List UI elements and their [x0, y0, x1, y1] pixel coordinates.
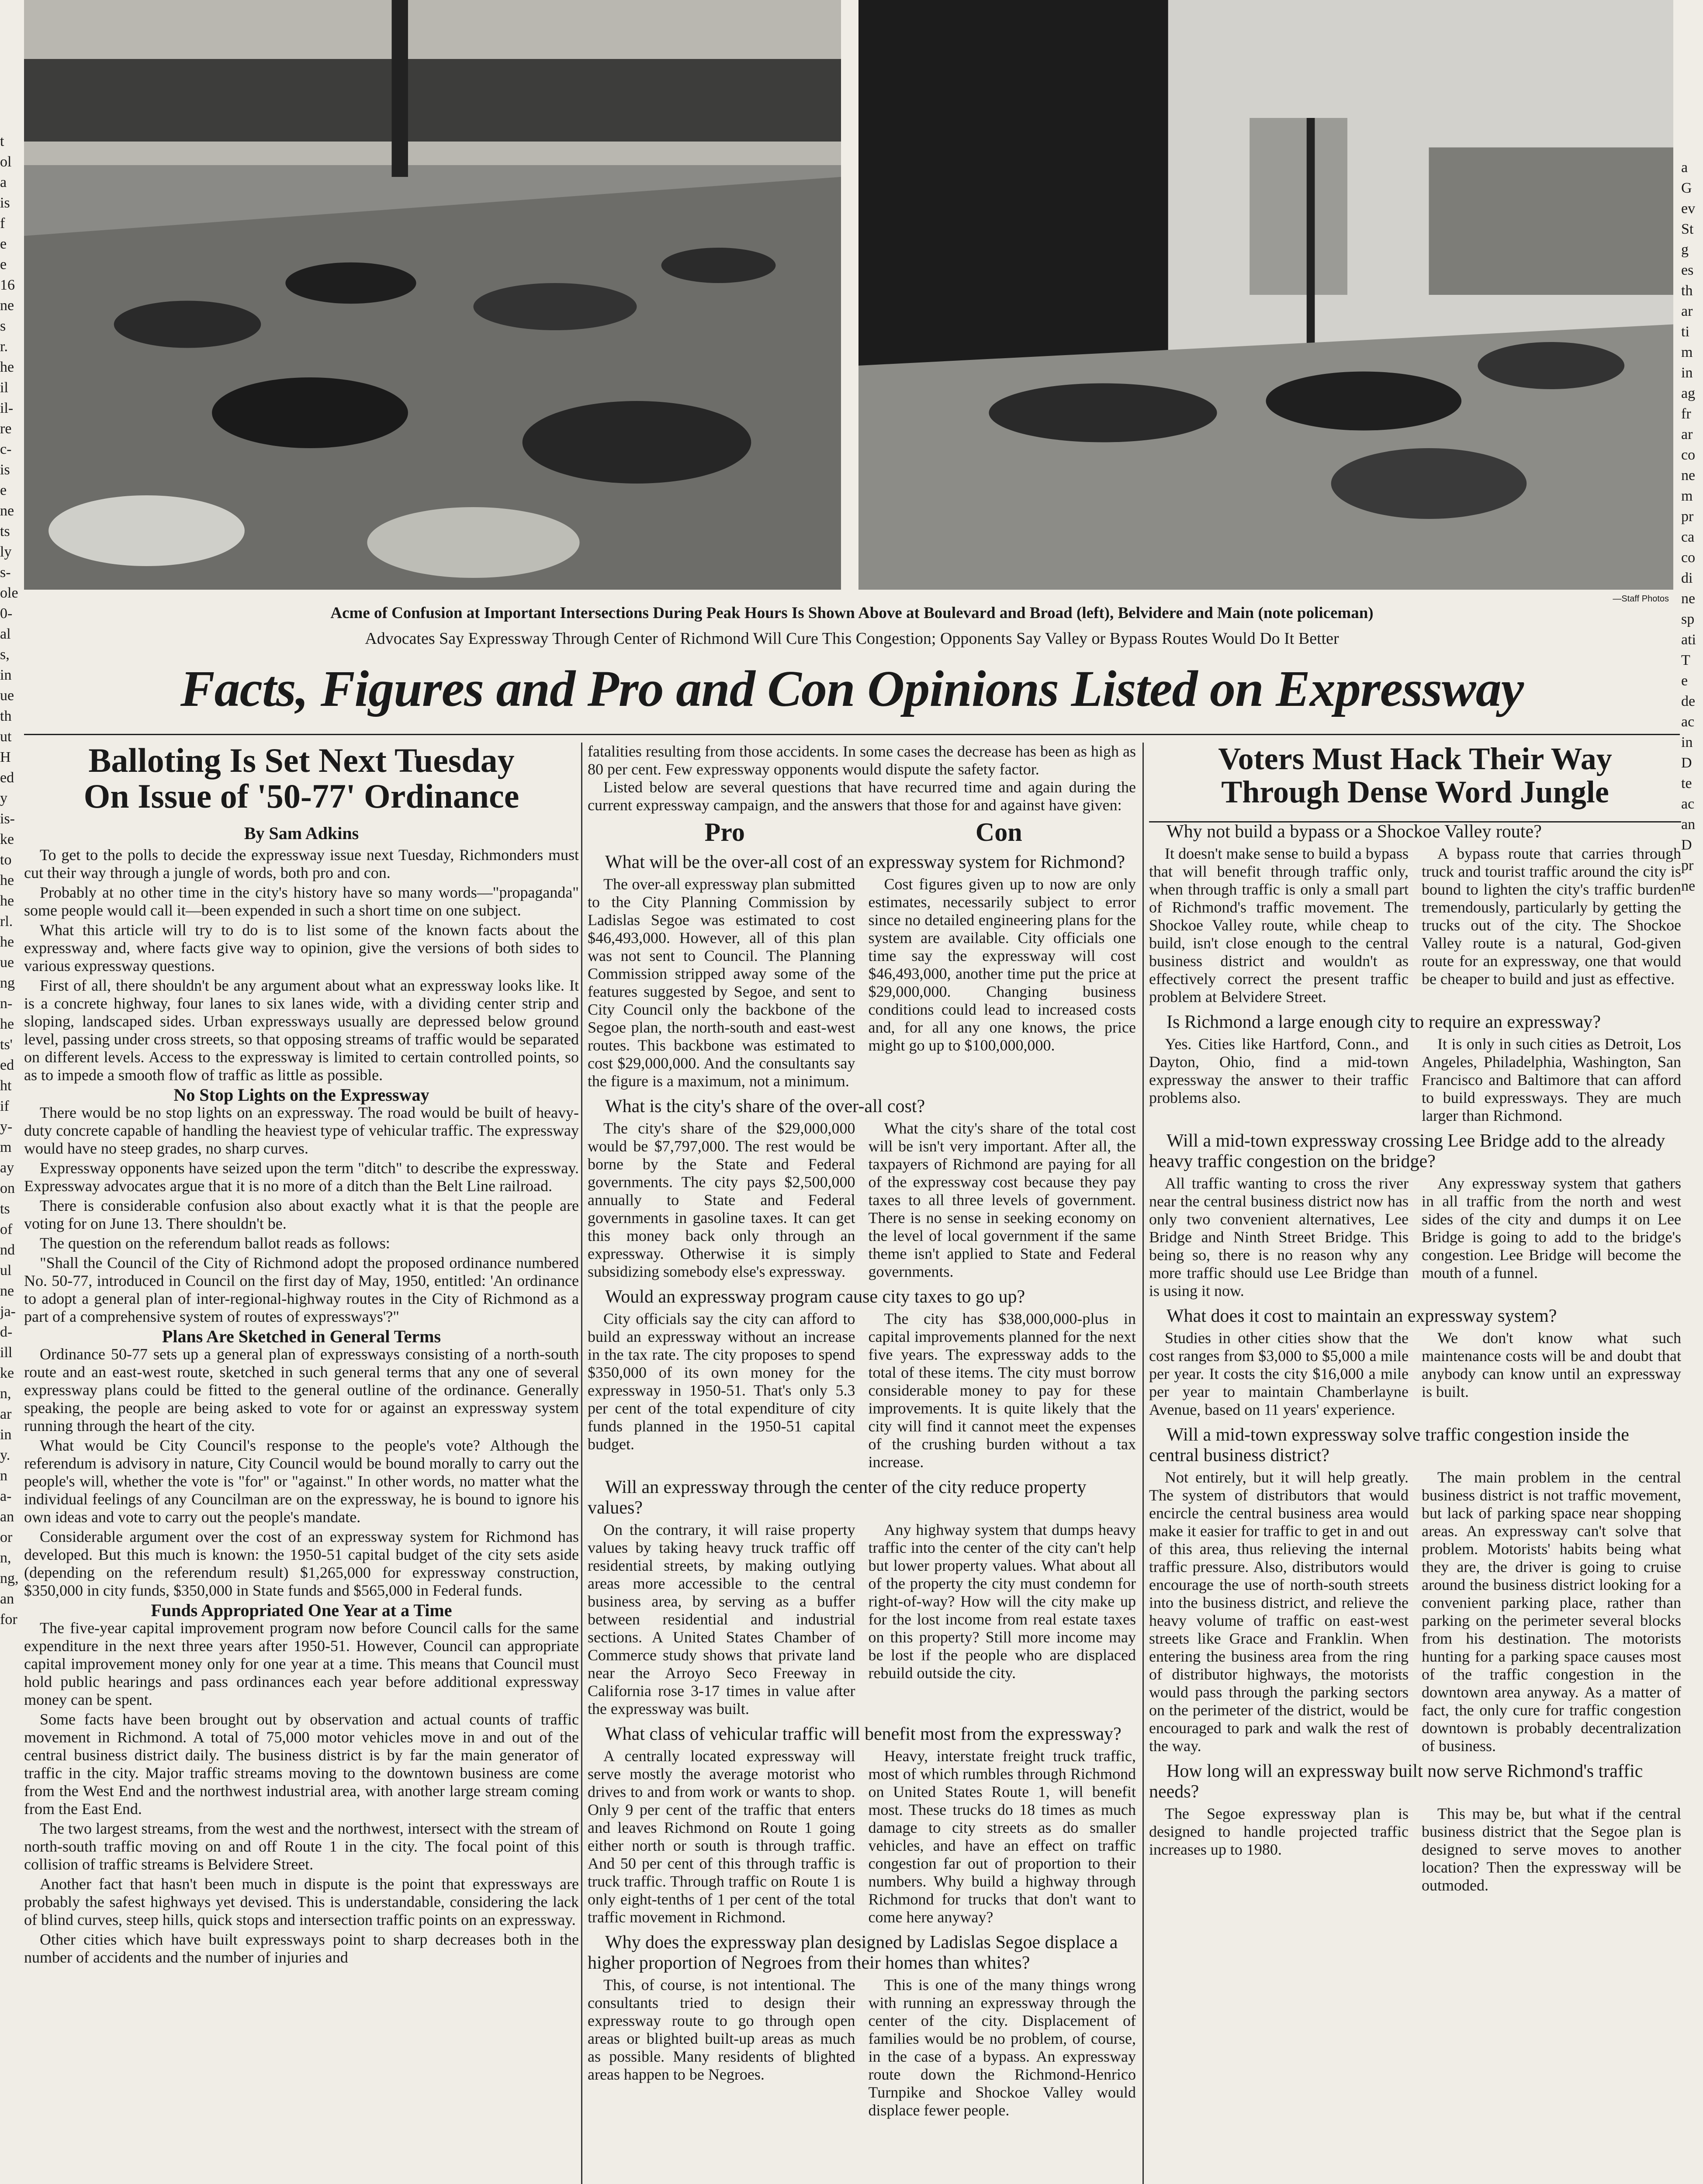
paragraph: "Shall the Council of the City of Richmond adopt the proposed ordinance numbered No. 50-77, introduced in Council on the first day of May, 1950, entitled: 'An ordinance to adopt a general plan of inter-regional-highway routes in the City of Richmond as a part of a comprehensive system of routes of expressways'?": [24, 1254, 579, 1325]
strip-fragment: ne: [1681, 591, 1696, 607]
con-answer: This is one of the many things wrong with running an expressway through the center of the city. Displacement of families would be no problem, of course, in the case of a bypass. An expressway route down the Richmond-Henrico Turnpike and Shockoe Valley would displace fewer people.: [868, 1976, 1136, 2119]
strip-fragment: to: [0, 852, 12, 868]
strip-fragment: ac: [1681, 796, 1695, 812]
strip-fragment: n,: [0, 1550, 11, 1566]
strip-fragment: m: [0, 1139, 12, 1155]
qa-answers: [1149, 1175, 1681, 1300]
strip-fragment: il-: [0, 400, 14, 416]
strip-fragment: a: [1681, 159, 1688, 176]
paragraph: There is considerable confusion also about exactly what it is that the people are voting for on June 13. There shouldn't be.: [24, 1196, 579, 1232]
strip-fragment: ng,: [0, 1570, 19, 1586]
strip-fragment: ati: [1681, 632, 1696, 648]
strip-fragment: he: [0, 893, 14, 909]
strip-fragment: f: [0, 215, 5, 232]
strip-fragment: ke: [0, 831, 14, 847]
strip-fragment: ay: [0, 1160, 14, 1176]
intro-text: Listed below are several questions that have recurred time and again during the current expressway campaign, and the answers that those for and against have given:: [588, 778, 1136, 814]
continuation-text: fatalities resulting from those accidents. In some cases the decrease has been as high as 80 per cent. Few expressway opponents would dispute the safety factor.: [588, 743, 1136, 778]
pro-con-section: [588, 743, 1136, 2184]
pro-answer: Studies in other cities show that the cost ranges from $3,000 to $5,000 a mile per year. It costs the city $16,000 a mile per year to maintain Chamberlayne Avenue, based on 11 years' experience.: [1149, 1329, 1409, 1419]
photo-caption-line-2: Advocates Say Expressway Through Center of Richmond Will Cure This Congestion; Opponents Say Valley or Bypass Routes Would Do It Better: [365, 629, 1339, 648]
strip-fragment: di: [1681, 570, 1693, 586]
strip-fragment: he: [0, 1016, 14, 1032]
strip-fragment: il: [0, 380, 8, 396]
strip-fragment: H: [0, 749, 11, 765]
strip-fragment: pr: [1681, 508, 1694, 525]
photo-belvidere-and-main: [858, 0, 1673, 590]
qa-block: [588, 1724, 1136, 1926]
strip-fragment: co: [1681, 447, 1696, 463]
qa-question: Why does the expressway plan designed by Ladislas Segoe displace a higher proportion of Negroes from their homes than whites?: [588, 1932, 1118, 1973]
con-answer: What the city's share of the total cost will be isn't very important. After all, the taxpayers of Richmond are paying for all of the expressway cost because they pay taxes to all three levels of government. There is no sense in seeking economy on the level of local government if the same theme isn't applied to State and Federal governments.: [868, 1120, 1136, 1280]
con-answer: It is only in such cities as Detroit, Los Angeles, Philadelphia, Washington, San Francisco and Baltimore that can afford to build expressways. They are much larger than Richmond.: [1422, 1035, 1681, 1125]
strip-fragment: ca: [1681, 529, 1695, 545]
strip-fragment: he: [0, 872, 14, 888]
strip-fragment: g: [1681, 242, 1689, 258]
strip-fragment: th: [1681, 283, 1693, 299]
strip-fragment: ly: [0, 544, 12, 560]
strip-fragment: t: [0, 133, 4, 149]
strip-fragment: he: [0, 934, 14, 950]
con-answer: The city has $38,000,000-plus in capital improvements planned for the next five years. The expressway adds to the total of these items. The city must borrow considerable money to pay for these improvements. It is quite likely that the city will find it cannot meet the expenses of the crushing burden without a tax increase.: [868, 1310, 1136, 1471]
strip-fragment: a: [0, 174, 7, 190]
strip-fragment: e: [0, 256, 7, 273]
strip-fragment: St: [1681, 221, 1694, 237]
strip-fragment: on: [0, 1180, 15, 1196]
strip-fragment: e: [0, 482, 7, 498]
divider-mid-right: [1142, 743, 1144, 2184]
strip-fragment: y.: [0, 1447, 10, 1463]
qa-answers: [1149, 1469, 1681, 1755]
pro-answer: The over-all expressway plan submitted to the City Planning Commission by Ladislas Segoe was estimated to cost $46,493,000. However, all of this plan was not sent to Council. The Planning Commission stripped away some of the features suggested by Segoe, and sent to City Council only the backbone of the Segoe plan, the north-south and east-west routes. This backbone was estimated to cost $29,000,000. And the consultants say the figure is a maximum, not a minimum.: [588, 875, 855, 1090]
qa-block: [588, 1096, 1136, 1281]
strip-fragment: d-: [0, 1324, 13, 1340]
strip-fragment: ac: [1681, 714, 1695, 730]
strip-fragment: n: [0, 1468, 7, 1484]
strip-fragment: de: [1681, 693, 1696, 709]
strip-fragment: e: [1681, 673, 1688, 689]
street-photo-right: [858, 0, 1673, 590]
strip-fragment: G: [1681, 180, 1692, 196]
strip-fragment: ev: [1681, 200, 1696, 217]
byline: By Sam Adkins: [244, 823, 359, 843]
strip-fragment: of: [0, 1221, 13, 1237]
right-strip-fragments: [1681, 0, 1703, 896]
con-label: Con: [975, 818, 1022, 847]
strip-fragment: an: [1681, 816, 1696, 833]
qa-question: What class of vehicular traffic will benefit most from the expressway?: [605, 1724, 1121, 1744]
strip-fragment: for: [0, 1611, 17, 1628]
photo-boulevard-and-broad: [24, 0, 841, 590]
pro-answer: A centrally located expressway will serve mostly the average motorist who drives to and from work or wants to shop. Only 9 per cent of the traffic that enters and leaves Richmond on Route 1 going either north or south is through traffic. And 50 per cent of this through traffic is truck traffic. Through traffic on Route 1 is only eight-tenths of 1 per cent of the total traffic movement in Richmond.: [588, 1747, 855, 1926]
strip-fragment: ja-: [0, 1303, 16, 1320]
paragraph: Another fact that hasn't been much in dispute is the point that expressways are probably the safest highways yet devised. This is understandable, considering the lack of blind curves, steep hills, quick stops and intersection traffic points on an expressway.: [24, 1875, 579, 1928]
strip-fragment: ar: [1681, 303, 1693, 319]
qa-answers: [588, 1521, 1136, 1718]
strip-fragment: n-: [0, 995, 13, 1012]
strip-fragment: D: [1681, 755, 1692, 771]
qa-question: Will a mid-town expressway crossing Lee Bridge add to the already heavy traffic congestion on the bridge?: [1149, 1131, 1665, 1172]
left-article-headline-1: Balloting Is Set Next Tuesday: [88, 741, 515, 779]
pro-answer: The Segoe expressway plan is designed to handle projected traffic increases up to 1980.: [1149, 1805, 1409, 1859]
paragraph: Probably at no other time in the city's history have so many words—"propaganda" some people would call it—been expended in such a short time on one subject.: [24, 883, 579, 919]
strip-fragment: ed: [0, 1057, 14, 1073]
qa-answers: [588, 1310, 1136, 1471]
qa-question: Would an expressway program cause city taxes to go up?: [605, 1287, 1025, 1307]
strip-fragment: ole: [0, 585, 18, 601]
paragraph: Considerable argument over the cost of an expressway system for Richmond has developed. But this much is known: the 1950-51 capital budget of the city sets aside (depending on the referendum result) $1,265,000 for expressway construction, $350,000 in city funds, $350,000 in State funds and $565,000 in Federal funds.: [24, 1527, 579, 1599]
pro-label: Pro: [704, 818, 745, 847]
pro-answer: Not entirely, but it will help greatly. The system of distributors that would encircle the central business area would make it easier for traffic to get in and out of this area, thus relieving the internal traffic pressure. Also, distributors would encourage the use of north-south streets into the business district, and relieve the heavy volume of traffic on east-west streets like Grace and Franklin. When entering the business area from the ring of distributor highways, the motorists would pass through the parking sectors on the perimeter of the district, would be encouraged to park and walk the rest of the way.: [1149, 1469, 1409, 1755]
strip-fragment: ne: [1681, 878, 1696, 894]
strip-fragment: in: [0, 667, 12, 683]
strip-fragment: ill: [0, 1344, 13, 1361]
qa-answers: [588, 875, 1136, 1090]
right-article: [1149, 743, 1681, 2184]
paragraph: Other cities which have built expressways point to sharp decreases both in the number of accidents and the number of injuries and: [24, 1930, 579, 1966]
qa-block: [588, 1932, 1136, 2119]
strip-fragment: sp: [1681, 611, 1695, 627]
strip-fragment: y: [0, 790, 7, 806]
left-article-body: [24, 846, 579, 1968]
paragraph: To get to the polls to decide the expressway issue next Tuesday, Richmonders must cut their way through a jungle of words, both pro and con.: [24, 846, 579, 881]
strip-fragment: ue: [0, 688, 14, 704]
strip-fragment: or: [0, 1529, 13, 1545]
pro-answer: Yes. Cities like Hartford, Conn., and Dayton, Ohio, find a mid-town expressway the answer to their traffic problems also.: [1149, 1035, 1409, 1107]
strip-fragment: s: [0, 318, 6, 334]
con-answer: Any highway system that dumps heavy traffic into the center of the city can't help but lower property values. What about all of the property the city must condemn for right-of-way? How will the city make up for the lost income from real estate taxes on this property? Still more income may be lost if the people who are displaced rebuild outside the city.: [868, 1521, 1136, 1682]
strip-fragment: th: [0, 708, 12, 724]
pro-answer: This, of course, is not intentional. The consultants tried to design their expressway route to go through open areas or blighted built-up areas as much as possible. Many residents of blighted areas happen to be Negroes.: [588, 1976, 855, 2083]
subhead-plans-sketched: Plans Are Sketched in General Terms: [162, 1326, 441, 1346]
paragraph: The question on the referendum ballot reads as follows:: [40, 1234, 390, 1252]
strip-fragment: r.: [0, 339, 8, 355]
pro-con-labels: [588, 814, 1136, 846]
strip-fragment: if: [0, 1098, 9, 1114]
con-answer: Cost figures given up to now are only estimates, necessarily subject to error since no detailed engineering plans for the system are available. City officials one time say the expressway will cost $46,493,000, another time put the price at $29,000,000. Changing business conditions could lead to increased costs and, for all any one knows, the price might go up to $100,000,000.: [868, 875, 1136, 1054]
qa-question: Is Richmond a large enough city to require an expressway?: [1166, 1012, 1601, 1033]
strip-fragment: ue: [0, 954, 14, 971]
left-article: [24, 743, 579, 2184]
qa-question: What is the city's share of the over-all cost?: [605, 1096, 925, 1116]
paragraph: Ordinance 50-77 sets up a general plan of expressways consisting of a north-south route and an east-west route, sketched in such general terms that any one of several expressway plans could be fitted to the general outline of the ordinance. Generally speaking, the people are being asked to vote for or against an expressway system running through the heart of the city.: [24, 1345, 579, 1434]
strip-fragment: D: [1681, 837, 1692, 853]
paragraph: What would be City Council's response to the people's vote? Although the referendum is advisory in nature, City Council would be bound morally to carry out the people's will, whether the vote is "for" or "against." In other words, no matter what the individual feelings of any Councilman are on the expressway, he is bound to ignore his own ideas and vote to carry out the people's mandate.: [24, 1436, 579, 1526]
pro-con-question-list: [588, 852, 1136, 2119]
strip-fragment: ne: [0, 503, 14, 519]
strip-fragment: ne: [0, 297, 14, 314]
left-article-headline-2: On Issue of '50-77' Ordinance: [83, 777, 519, 815]
photo-credit-top: —Staff Photos: [1613, 594, 1669, 604]
con-answer: This may be, but what if the central business district that the Segoe plan is designed to serve moves to another location? Then the expressway will be outmoded.: [1422, 1805, 1681, 1894]
strip-fragment: an: [0, 1509, 14, 1525]
left-body-part-2: [24, 1104, 579, 1326]
right-article-headline-1: Voters Must Hack Their Way: [1218, 743, 1612, 776]
pro-answer: City officials say the city can afford to build an expressway without an increase in the tax rate. The city proposes to spend $350,000 of its own money for the expressway in 1950-51. That's only 5.3 per cent of the total expenditure of city funds planned in the 1950-51 capital budget.: [588, 1310, 855, 1453]
strip-fragment: ed: [0, 770, 14, 786]
qa-block: [1149, 1761, 1681, 1894]
strip-fragment: m: [1681, 488, 1693, 504]
strip-fragment: is-: [0, 811, 15, 827]
strip-fragment: ti: [1681, 324, 1689, 340]
paragraph: What this article will try to do is to list some of the known facts about the expressway and, where facts give way to opinion, give the versions of both sides to various expressway questions.: [24, 921, 579, 975]
paragraph: There would be no stop lights on an expressway. The road would be built of heavy-duty concrete capable of handling the heaviest type of vehicular traffic. The expressway would have no steep grades, no sharp curves.: [24, 1103, 579, 1157]
strip-fragment: m: [1681, 344, 1693, 360]
pro-answer: It doesn't make sense to build a bypass that will benefit through traffic only, when through traffic is only a small part of Richmond's traffic movement. The Shockoe Valley route, while cheap to build, isn't close enough to the central business district and wouldn't as effectively correct the present traffic problem at Belvidere Street.: [1149, 845, 1409, 1006]
pro-answer: All traffic wanting to cross the river near the central business district now has only two convenient alternatives, Lee Bridge and Ninth Street Bridge. This being so, there is no reason why any more traffic should use Lee Bridge than is using it now.: [1149, 1175, 1409, 1300]
paragraph: Some facts have been brought out by observation and actual counts of traffic movement in Richmond. A total of 75,000 motor vehicles move in and out of the central business district daily. The business district is by far the main generator of traffic in the city. Major traffic streams moving to the downtown business are come from the West End and the northwest industrial area, with another large stream coming from the East End.: [24, 1710, 579, 1818]
strip-fragment: ng: [0, 975, 15, 991]
pro-answer: The city's share of the $29,000,000 would be $7,797,000. The rest would be borne by the State and Federal governments. The city pays $2,500,000 annually to State and Federal governments in gasoline taxes. It can get this money back only through an expressway. Otherwise it is simply subsidizing somebody else's expressway.: [588, 1120, 855, 1280]
strip-fragment: ts: [0, 1201, 10, 1217]
qa-answers: [1149, 845, 1681, 1006]
strip-fragment: al: [0, 626, 11, 642]
right-question-list: [1149, 822, 1681, 1894]
qa-question: Will an expressway through the center of the city reduce property values?: [588, 1477, 1087, 1518]
strip-fragment: is: [0, 462, 10, 478]
con-answer: Any expressway system that gathers in all traffic from the north and west sides of the city and dumps it on Lee Bridge is going to add to the bridge's congestion. Lee Bridge will become the mouth of a funnel.: [1422, 1175, 1681, 1282]
qa-question: What will be the over-all cost of an expressway system for Richmond?: [605, 852, 1125, 872]
strip-fragment: es: [1681, 262, 1694, 278]
strip-fragment: 16: [0, 277, 15, 293]
con-answer: Heavy, interstate freight truck traffic, most of which rumbles through Richmond on United States Route 1, will benefit most. These trucks do 18 times as much damage to city streets as do smaller vehicles, and have an effect on traffic congestion far out of proportion to their numbers. Why build a highway through Richmond for trucks that don't want to come here anyway?: [868, 1747, 1136, 1926]
strip-fragment: ul: [0, 1262, 12, 1279]
qa-answers: [588, 1747, 1136, 1926]
strip-fragment: ol: [0, 154, 12, 170]
strip-fragment: re: [0, 421, 12, 437]
strip-fragment: pr: [1681, 857, 1694, 874]
strip-fragment: a-: [0, 1488, 12, 1504]
strip-fragment: ar: [0, 1406, 12, 1422]
right-edge-strip: [1681, 0, 1703, 894]
left-edge-strip: [0, 131, 21, 1966]
strip-fragment: in: [1681, 734, 1693, 750]
strip-fragment: s-: [0, 564, 11, 581]
qa-answers: [1149, 1805, 1681, 1894]
qa-answers: [588, 1976, 1136, 2119]
strip-fragment: y-: [0, 1119, 13, 1135]
qa-question: Why not build a bypass or a Shockoe Valley route?: [1166, 822, 1542, 842]
qa-block: [588, 1287, 1136, 1471]
left-strip-fragments: [0, 131, 21, 1630]
strip-fragment: ne: [1681, 467, 1696, 484]
street-photo-left: [24, 0, 841, 590]
paragraph: Expressway opponents have seized upon the term "ditch" to describe the expressway. Expressway advocates argue that it is no more of a ditch than the Belt Line railroad.: [24, 1159, 579, 1195]
left-body-part-1: [24, 846, 579, 1084]
strip-fragment: rl.: [0, 913, 13, 930]
banner-rule: [24, 734, 1680, 735]
strip-fragment: ag: [1681, 385, 1696, 401]
qa-answers: [1149, 1329, 1681, 1419]
strip-fragment: n,: [0, 1386, 11, 1402]
qa-block: [1149, 822, 1681, 1006]
left-body-part-3: [24, 1345, 579, 1600]
strip-fragment: s,: [0, 646, 10, 663]
divider-left-mid: [581, 743, 582, 2184]
strip-fragment: in: [1681, 365, 1693, 381]
qa-block: [1149, 1425, 1681, 1755]
qa-question: How long will an expressway built now serve Richmond's traffic needs?: [1149, 1761, 1643, 1802]
paragraph: First of all, there shouldn't be any argument about what an expressway looks like. It is a concrete highway, four lanes to six lanes wide, with a dividing center strip and sloping, landscaped sides. Urban expressways usually are depressed below ground level, passing under cross streets, so that opposing streams of traffic would be separated on different levels. Access to the expressway is limited to certain controlled points, so as to impede a smooth flow of traffic as little as possible.: [24, 976, 579, 1084]
strip-fragment: e: [0, 236, 7, 252]
strip-fragment: ts': [0, 1037, 13, 1053]
subhead-no-stop-lights: No Stop Lights on the Expressway: [173, 1085, 429, 1105]
strip-fragment: T: [1681, 652, 1690, 668]
paragraph: The five-year capital improvement program now before Council calls for the same expenditure in the next three years after 1950-51. However, Council can appropriate capital improvement money only for one year at a time. This means that Council must hold public hearings and pass ordinances each year before additional expressway money can be spent.: [24, 1619, 579, 1708]
right-article-headline-2: Through Dense Word Jungle: [1221, 774, 1609, 809]
strip-fragment: in: [0, 1427, 12, 1443]
pro-answer: On the contrary, it will raise property values by taking heavy truck traffic off residential streets, by making outlying areas more accessible to the central business area, by serving as a buffer between residential and industrial sections. A United States Chamber of Commerce study shows that private land near the Arroyo Seco Freeway in California rose 3-17 times in value after the expressway was built.: [588, 1521, 855, 1717]
con-answer: We don't know what such maintenance costs will be and doubt that anybody can know until an expressway is built.: [1422, 1329, 1681, 1401]
strip-fragment: ts: [0, 523, 10, 539]
qa-answers: [588, 1120, 1136, 1281]
strip-fragment: c-: [0, 441, 12, 457]
paragraph: The two largest streams, from the west and the northwest, intersect with the stream of north-south traffic moving on and off Route 1 in the city. The focal point of this collision of traffic streams is Belvidere Street.: [24, 1819, 579, 1873]
qa-block: [588, 1477, 1136, 1718]
qa-block: [588, 852, 1136, 1090]
strip-fragment: ar: [1681, 426, 1693, 442]
con-answer: The main problem in the central business district is not traffic movement, but lack of parking space near shopping areas. An expressway can't solve that problem. Motorists' habits being what they are, the driver is going to cruise around the business district looking for a convenient parking place, rather than parking on the perimeter several blocks from his destination. The motorists hunting for a parking space causes most of the traffic congestion in the downtown area anyway. As a matter of fact, the only cure for traffic congestion downtown is probably decentralization of business.: [1422, 1469, 1681, 1755]
qa-block: [1149, 1306, 1681, 1419]
photo-caption-line-1: Acme of Confusion at Important Intersections During Peak Hours Is Shown Above at Boulevard and Broad (left), Belvidere and Main (note policeman): [330, 604, 1374, 622]
left-body-part-4: [24, 1619, 579, 1966]
qa-block: [1149, 1131, 1681, 1300]
subhead-funds-appropriated: Funds Appropriated One Year at a Time: [151, 1600, 452, 1620]
strip-fragment: 0-: [0, 605, 13, 622]
qa-question: What does it cost to maintain an expressway system?: [1166, 1306, 1557, 1327]
strip-fragment: an: [0, 1591, 14, 1607]
qa-question: Will a mid-town expressway solve traffic congestion inside the central business district?: [1149, 1425, 1629, 1466]
strip-fragment: fr: [1681, 406, 1691, 422]
strip-fragment: ke: [0, 1365, 14, 1381]
strip-fragment: ht: [0, 1078, 12, 1094]
strip-fragment: co: [1681, 549, 1696, 566]
strip-fragment: te: [1681, 775, 1692, 791]
right-headline-rule: [1149, 821, 1681, 822]
banner-headline: Facts, Figures and Pro and Con Opinions Listed on Expressway: [180, 660, 1524, 717]
strip-fragment: nd: [0, 1242, 15, 1258]
strip-fragment: ut: [0, 729, 12, 745]
strip-fragment: is: [0, 195, 10, 211]
strip-fragment: he: [0, 359, 14, 375]
qa-block: [1149, 1012, 1681, 1125]
qa-answers: [1149, 1035, 1681, 1125]
strip-fragment: ne: [0, 1283, 14, 1299]
con-answer: A bypass route that carries through truck and tourist traffic around the city is bound to lighten the city's traffic burden tremendously, particularly by getting the trucks out of the city. The Shockoe Valley route is a natural, God-given route for an expressway, one that would be cheaper to build and just as effective.: [1422, 845, 1681, 988]
